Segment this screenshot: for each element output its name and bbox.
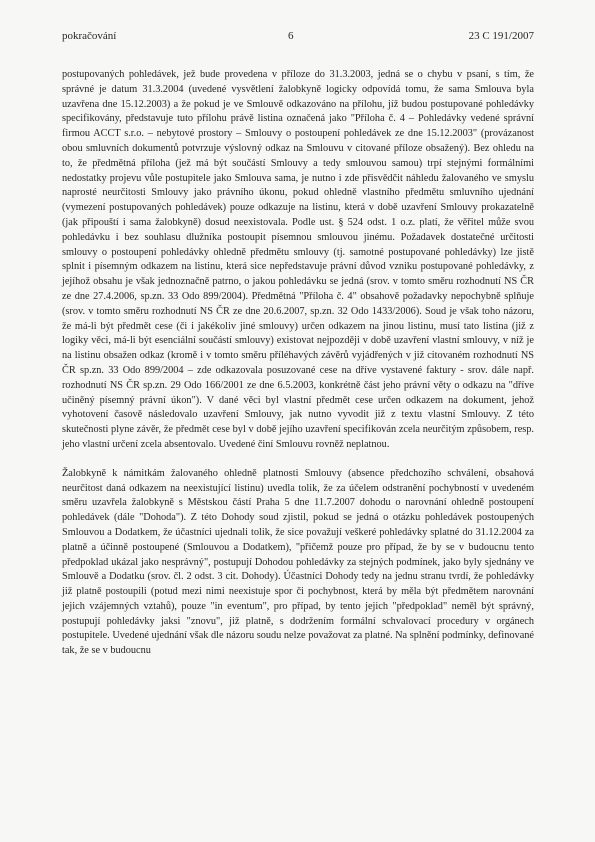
case-number: 23 C 191/2007: [468, 30, 534, 42]
paragraph-assignment-subject: postupovaných pohledávek, jež bude provedena v příloze do 31.3.2003, jedná se o chybu v psaní, s tím, že správné je datum 31.3.2004 (uvedené vysvětlení žalobkyně logicky odpovídá tomu, že sama Smlouva byla uzavřena dne 15.12.2003) a že pokud je ve Smlouvě odkazováno na přílohu, jíž budou postupované pohledávky specifikovány, představuje tuto přílohu právě listina označená jako "Příloha č. 4 – Pohledávky vedené správní firmou ACCT s.r.o. – nebytové prostory – Smlouvy o postoupení pohledávek ze dne 15.12.2003" (provázanost obou smluvních dokumentů potvrzuje výslovný odkaz na Smlouvu v citované příloze obsažený). Bez ohledu na to, že předmětná příloha (jež má být součástí Smlouvy a tedy smlouvou samou) trpí stejnými formálními nedostatky projevu vůle postupitele jako Smlouva sama, je nutno i zde přisvědčit náhledu žalovaného ve smyslu naprosté neurčitosti Smlouvy jako právního úkonu, pokud ohledně vlastního předmětu smluvního ujednání (vymezení postupovaných pohledávek) pouze odkazuje na listinu, která v době uzavření Smlouvy prokazatelně (jak připouští i sama žalobkyně) dosud neexistovala. Podle ust. § 524 odst. 1 o.z. platí, že věřitel může svou pohledávku i bez souhlasu dlužníka postoupit písemnou smlouvou jinému. Požadavek dostatečné určitosti smlouvy o postoupení pohledávky ohledně předmětu smlouvy (tj. samotné postupované pohledávky) lze jistě splnit i písemným odkazem na listinu, která sice nepředstavuje právní důvod vzniku postupované pohledávky, z jejíhož obsahu je však jednoznačně patrno, o jakou pohledávku se jedná (srov. v tomto směru rozhodnutí NS ČR ze dne 27.4.2006, sp.zn. 33 Odo 899/2004). Předmětná "Příloha č. 4" obsahově požadavky nepochybně splňuje (srov. v tomto směru rozhodnutí NS ČR ze dne 20.6.2007, sp.zn. 32 Odo 1433/2006). Soud je však toho názoru, že má-li být předmět cese (či i jakékoliv jiné smlouvy) určen odkazem na jinou listinu, musí tato listina (již z logiky věci, má-li být esenciální součástí smlouvy) existovat nejpozději v době uzavření vlastní smlouvy, v níž je na listinu obsažen odkaz (kromě i v tomto směru příléhavých závěrů vyjádřených v již citovaném rozhodnutí NS ČR sp.zn. 33 Odo 899/2004 – zde odkazovala posuzované cese na dříve vystavené faktury - srov. dále např. rozhodnutí NS ČR sp.zn. 29 Odo 166/2001 ze dne 6.5.2003, konkrétně část jeho právní věty o odkazu na "dříve učiněný písemný právní úkon"). V dané věci byl vlastní předmět cese určen odkazem na dokument, jehož vyhotovení časově následovalo uzavření Smlouvy, jak nutno vyvodit již z textu vlastní Smlouvy. Z této skutečnosti plyne závěr, že předmět cese byl v době jejího uzavření specifikován zcela neurčitým způsobem, resp. jeho vlastní určení zcela absentovalo. Uvedené činí Smlouvu rovněž neplatnou.: [62, 69, 534, 450]
document-body: [62, 68, 534, 659]
paragraph-settlement-agreement: Žalobkyně k námitkám žalovaného ohledně platnosti Smlouvy (absence předchozího schválení, obsahová neurčitost daná odkazem na neexistující listinu) uvedla tolik, že za účelem odstranění pochybností v uvedeném směru uzavřela žalobkyně s Městskou částí Praha 5 dne 11.7.2007 dohodu o narovnání ohledně postoupení pohledávek (dále "Dohoda"). Z této Dohody soud zjistil, pokud se jedná o otázku pohledávek postoupených Smlouvou a Dodatkem, že účastníci ujednali tolik, že sice považují veškeré pohledávky splatné do 31.12.2004 za platně a účinně postoupené (Smlouvou a Dodatkem), "přičemž pouze pro případ, že by se v budoucnu tento předpoklad ukázal jako nesprávný", postupují Dohodou pohledávky za stejných podmínek, jako byly sjednány ve Smlouvě a Dodatku (srov. čl. 2 odst. 3 cit. Dohody). Účastníci Dohody tedy na jednu stranu tvrdí, že pohledávky již platně postoupili (potud mezi nimi neexistuje spor či pochybnost, která by měla být předmětem narovnání jejich vzájemných vztahů), pouze "in eventum", pro případ, by tento jejich "předpoklad" neměl být správný, postupují pohledávky jaksi "znovu", již platně, s dodržením formální schvalovací procedury v orgánech postupitele. Uvedené ujednání však dle názoru soudu nelze považovat za platné. Na splnění podmínky, definované tak, že se v budoucnu: [62, 467, 534, 657]
page-number: 6: [288, 30, 294, 42]
continuation-label: pokračování: [62, 30, 117, 42]
page-header: [62, 30, 534, 46]
